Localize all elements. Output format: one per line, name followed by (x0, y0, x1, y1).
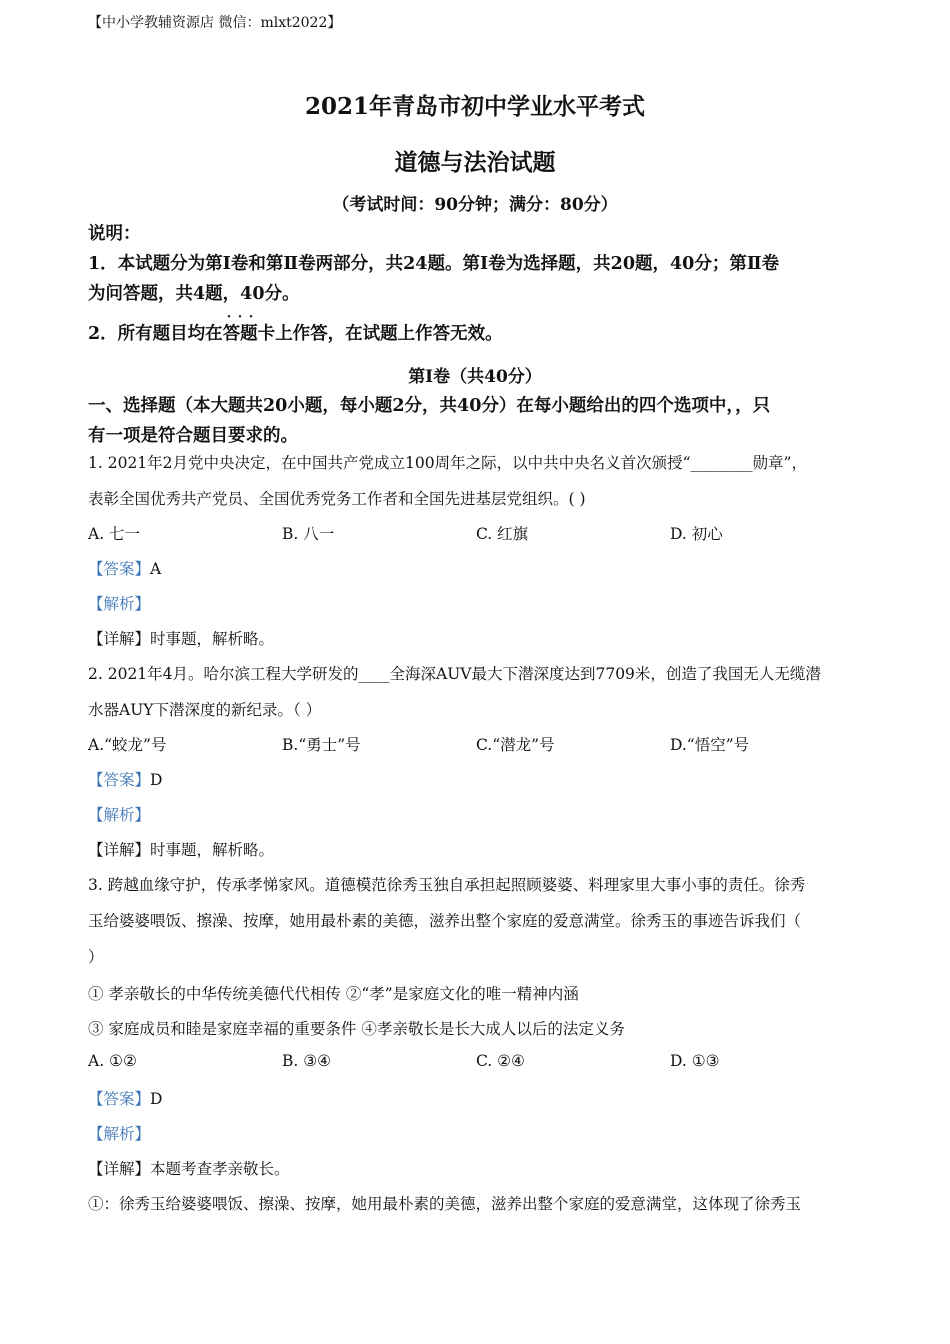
q2-option-c: C.“潜龙”号 (476, 736, 555, 754)
q1-option-a: A. 七一 (88, 525, 141, 543)
q3-option-d: D. ①③ (670, 1052, 720, 1070)
q2-detail (88, 838, 274, 860)
q1-option-b: B. 八一 (282, 525, 335, 543)
part-heading-line-1: 一、选择题（本大题共20小题，每小题2分，共40分）在每小题给出的四个选项中，，只 (88, 396, 771, 416)
q2-stem-line-2: 水器AUY下潜深度的新纪录。（ ） (88, 701, 322, 719)
q1-detail (88, 627, 274, 649)
q1-answer-value: A (150, 560, 162, 578)
detail-label: 【详解】 (88, 1160, 151, 1178)
q3-statements-line-2: ③ 家庭成员和睦是家庭幸福的重要条件 ④孝亲敬长是长大成人以后的法定义务 (88, 1020, 625, 1038)
q3-detail-text: 本题考查孝亲敬长。 (150, 1160, 290, 1178)
detail-label: 【详解】 (88, 630, 151, 648)
answer-label: 【答案】 (88, 1090, 151, 1108)
analysis-label: 【解析】 (88, 595, 151, 613)
q1-option-c: C. 红旗 (476, 525, 529, 543)
q3-detail-line-2: ①：徐秀玉给婆婆喂饭、擦澡、按摩，她用最朴素的美德，滋养出整个家庭的爱意满堂，这体现了徐秀玉 (88, 1195, 802, 1213)
notes-item-2-emphasis: · · · 答题卡 (223, 324, 276, 344)
notes-heading: 说明： (88, 224, 141, 244)
detail-label: 【详解】 (88, 841, 151, 859)
q3-answer-value: D (150, 1090, 163, 1108)
exam-title: 2021年青岛市初中学业水平考式 (304, 93, 645, 120)
notes-item-2 (88, 320, 503, 345)
q3-option-b: B. ③④ (282, 1052, 332, 1070)
q2-answer-value: D (150, 771, 163, 789)
q1-analysis (88, 592, 150, 614)
q1-answer (88, 557, 161, 579)
answer-label: 【答案】 (88, 771, 151, 789)
q2-stem-line-1: 2. 2021年4月。哈尔滨工程大学研发的____全海深AUV最大下潜深度达到7709米，创造了我国无人无缆潜 (88, 665, 821, 683)
q1-option-d: D. 初心 (670, 525, 723, 543)
exam-info: （考试时间：90分钟；满分：80分） (332, 195, 618, 215)
header-note: 【中小学教辅资源店 微信：mlxt2022】 (88, 15, 342, 31)
q2-option-b: B.“勇士”号 (282, 736, 361, 754)
q3-statements-line-1: ① 孝亲敬长的中华传统美德代代相传 ②“孝”是家庭文化的唯一精神内涵 (88, 985, 579, 1003)
subject-title: 道德与法治试题 (394, 149, 556, 176)
q3-option-a: A. ①② (88, 1052, 137, 1070)
analysis-label: 【解析】 (88, 1125, 151, 1143)
notes-item-2-post: 上作答，在试题上作答无效。 (275, 324, 503, 344)
q2-analysis (88, 803, 150, 825)
section-title: 第I卷（共40分） (408, 367, 542, 387)
notes-item-2-pre: 2．所有题目均在 (88, 324, 223, 344)
q3-stem-line-2: 玉给婆婆喂饭、擦澡、按摩，她用最朴素的美德，滋养出整个家庭的爱意满堂。徐秀玉的事迹告诉我们（ (88, 912, 802, 930)
q2-answer (88, 768, 162, 790)
q3-answer (88, 1087, 162, 1109)
q1-detail-text: 时事题，解析略。 (150, 630, 275, 648)
q3-stem-line-1: 3. 跨越血缘守护，传承孝悌家风。道德模范徐秀玉独自承担起照顾婆婆、料理家里大事小事的责任。徐秀 (88, 876, 806, 894)
q3-detail (88, 1157, 290, 1179)
q1-stem-line-2: 表彰全国优秀共产党员、全国优秀党务工作者和全国先进基层党组织。( ) (88, 490, 586, 508)
analysis-label: 【解析】 (88, 806, 151, 824)
q3-option-c: C. ②④ (476, 1052, 525, 1070)
q1-stem-line-1: 1. 2021年2月党中央决定，在中国共产党成立100周年之际，以中共中央名义首次颁授“________勋章”， (88, 454, 807, 472)
q3-analysis (88, 1122, 150, 1144)
notes-item-1-line-1: 1．本试题分为第Ⅰ卷和第Ⅱ卷两部分，共24题。第Ⅰ卷为选择题，共20题，40分；第Ⅱ卷 (88, 254, 780, 274)
q3-stem-line-3: ） (88, 948, 104, 966)
q2-option-d: D.“悟空”号 (670, 736, 750, 754)
q2-detail-text: 时事题，解析略。 (150, 841, 275, 859)
notes-item-1-line-2: 为问答题，共4题，40分。 (88, 284, 300, 304)
q2-option-a: A.“蛟龙”号 (88, 736, 167, 754)
answer-label: 【答案】 (88, 560, 151, 578)
part-heading-line-2: 有一项是符合题目要求的。 (88, 426, 298, 446)
